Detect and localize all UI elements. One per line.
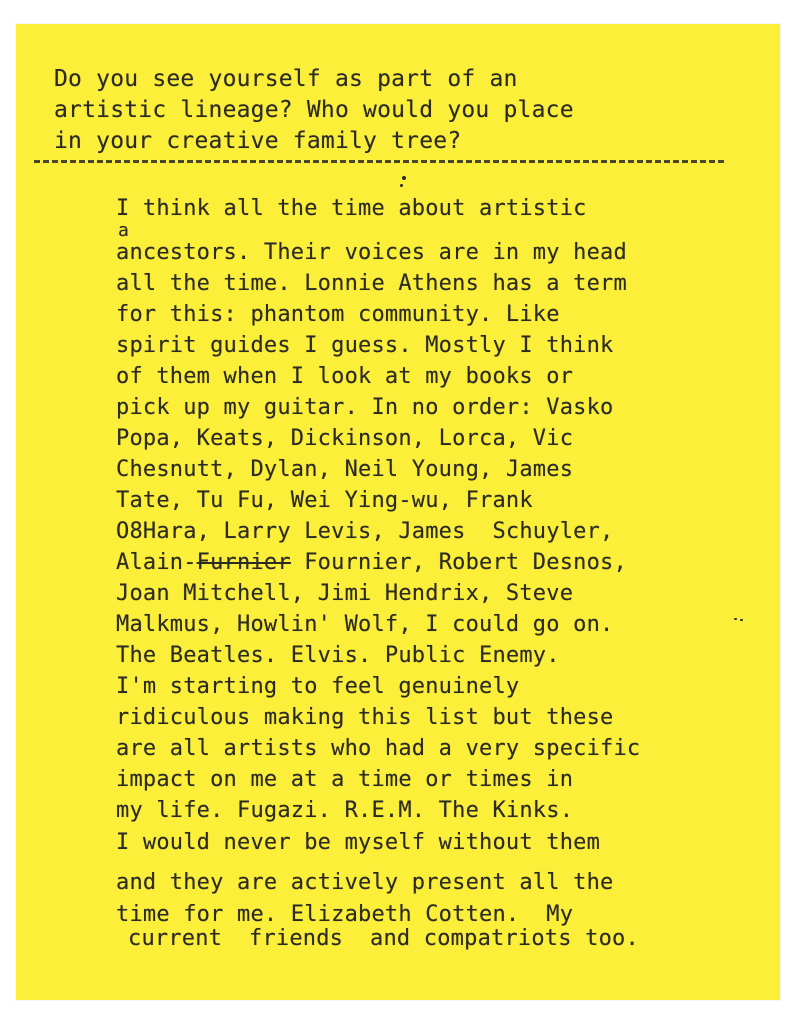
question-line-3: in your creative family tree? <box>54 128 462 154</box>
ink-speck <box>400 184 403 187</box>
answer-line-first: I think all the time about artistic <box>116 196 587 221</box>
question-line-1: Do you see yourself as part of an <box>54 66 518 92</box>
inserted-letter-a: a <box>118 220 130 241</box>
alain-prefix: Alain- <box>116 550 197 575</box>
answer-line: pick up my guitar. In no order: Vasko <box>116 395 614 420</box>
answer-line: my life. Fugazi. R.E.M. The Kinks. <box>116 798 574 823</box>
struck-out-word: Furnier <box>196 550 291 575</box>
answer-line: O8Hara, Larry Levis, James Schuyler, <box>116 519 614 544</box>
answer-line: The Beatles. Elvis. Public Enemy. <box>116 643 560 668</box>
answer-line: for this: phantom community. Like <box>116 302 560 327</box>
ink-speck <box>740 619 743 621</box>
answer-line: Popa, Keats, Dickinson, Lorca, Vic <box>116 426 574 451</box>
ink-speck <box>734 618 737 620</box>
answer-line: ancestors. Their voices are in my head <box>116 240 627 265</box>
answer-line-last: current friends and compatriots too. <box>128 926 639 951</box>
index-card <box>16 24 780 1000</box>
answer-line: and they are actively present all the <box>116 870 614 895</box>
answer-line: I'm starting to feel genuinely <box>116 674 520 699</box>
question-line-2: artistic lineage? Who would you place <box>54 97 574 123</box>
answer-line: all the time. Lonnie Athens has a term <box>116 271 627 296</box>
answer-line: Malkmus, Howlin' Wolf, I could go on. <box>116 612 614 637</box>
answer-line: Tate, Tu Fu, Wei Ying-wu, Frank <box>116 488 533 513</box>
answer-line: time for me. Elizabeth Cotten. My <box>116 902 574 927</box>
ink-speck <box>402 176 406 180</box>
answer-line: I would never be myself without them <box>116 830 601 855</box>
answer-line-alain <box>116 550 627 575</box>
answer-line: of them when I look at my books or <box>116 364 574 389</box>
answer-line: Joan Mitchell, Jimi Hendrix, Steve <box>116 581 574 606</box>
answer-line: ridiculous making this list but these <box>116 705 614 730</box>
answer-line: Chesnutt, Dylan, Neil Young, James <box>116 457 574 482</box>
answer-line: are all artists who had a very specific <box>116 736 641 761</box>
dashed-divider <box>34 160 724 163</box>
answer-line: impact on me at a time or times in <box>116 767 574 792</box>
answer-line: spirit guides I guess. Mostly I think <box>116 333 614 358</box>
alain-rest: Fournier, Robert Desnos, <box>290 550 627 575</box>
